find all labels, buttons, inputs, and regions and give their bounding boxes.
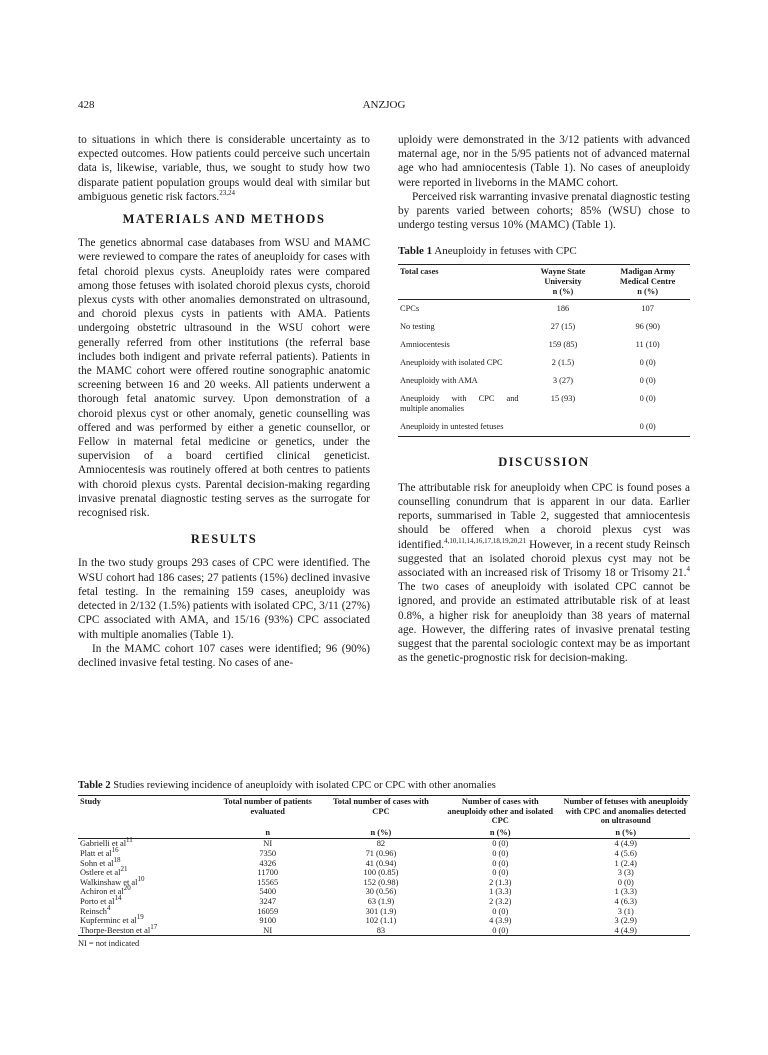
table2-cell: 0 (0) (492, 868, 509, 878)
results-paragraph-2: In the MAMC cohort 107 cases were identified; 96 (90%) declined invasive fetal testing. No cases of ane- (78, 642, 370, 669)
table2-cell: 3 (2.9) (614, 916, 637, 926)
table2-cell: 9100 (259, 916, 277, 926)
table1-row (398, 299, 690, 318)
table2-cell: 2 (3.2) (489, 896, 512, 906)
table1-cell: 0 (0) (639, 393, 656, 403)
table2-header: Total number of patients evaluated (223, 797, 312, 816)
right-column (398, 133, 690, 665)
table2-cell: 102 (1.1) (365, 916, 397, 926)
table2-cell: 0 (0) (492, 839, 509, 849)
table2-cell: 15565 (257, 877, 279, 887)
table2-cell: 1 (3.3) (489, 887, 512, 897)
table1-cell: 11 (10) (635, 339, 660, 349)
table2-cell: 3 (1) (617, 906, 634, 916)
table1-row (398, 318, 690, 336)
table2-cell: 82 (376, 839, 386, 849)
table1-cell: 107 (641, 303, 654, 313)
methods-paragraph: The genetics abnormal case databases from WSU and MAMC were reviewed to compare the rates of aneuploidy for cases with fetal choroid plexus cysts. Aneuploidy rates were compared among those fetuses with isolated choroid plexus cysts, choroid plexus cysts with other anomalies demonstrated on ultrasound, and choroid plexus cysts in patients with AMA. Patients undergoing obstetric ultrasound in the WSU cohort were generally referred from other institutions (the referral base includes both indigent and private referral patients). Patients in the MAMC cohort were offered routine sonographic anatomic screening between 16 and 20 weeks. All patients underwent a thorough fetal anatomic survey. Upon demonstration of a choroid plexus cyst or other anomaly, genetic counselling was offered and was performed by either a genetic counsellor, or Fellow in maternal fetal medicine or genetics, under the supervision of a board certified clinical geneticist. Amniocentesis was routinely offered at both centres to patients with choroid plexus cysts. Parental decision-making regarding invasive prenatal diagnostic testing serves as the surrogate for recognised risk. (78, 237, 370, 520)
table2-cell: 0 (0) (492, 906, 509, 916)
table2-study-cell: Platt et $al^{16}$ (80, 846, 119, 858)
table2-caption: Table 2 Studies reviewing incidence of aneuploidy with isolated CPC or CPC with other anomalies (78, 780, 496, 791)
table1-cell: No testing (400, 321, 435, 331)
page-number: 428 (78, 99, 95, 111)
table2-cell: 11700 (257, 868, 279, 878)
table2-study-cell: Achiron et $al^{20}$ (80, 884, 131, 897)
table1-header: Total cases (400, 266, 439, 276)
table2-row (78, 926, 690, 936)
table1-cell: Aneuploidy with CPC and multiple anomalies (400, 393, 519, 413)
table2-cell: 4 (4.9) (614, 839, 637, 849)
table2-cell: NI (263, 925, 273, 935)
table2-row (78, 907, 690, 917)
table1-cell: 3 (27) (552, 375, 574, 385)
table2-header: Study (80, 797, 101, 806)
discussion-heading: DISCUSSION (498, 454, 590, 469)
table2-cell: 1 (3.3) (614, 887, 637, 897)
results-paragraph-1: In the two study groups 293 cases of CPC were identified. The WSU cohort had 186 cases; 27 patients (15%) declined invasive fetal testing. In the remaining 159 cases, aneuploidy was detected in 2/132 (1.5%) patients with isolated CPC, 3/11 (27%) CPC associated with AMA, and 15/16 (93%) CPC associated with multiple anomalies (Table 1). (78, 557, 370, 641)
table1-cell: Aneuploidy with isolated CPC (400, 357, 503, 367)
table2-footnote: NI = not indicated (78, 939, 140, 949)
table1-cell: Aneuploidy with AMA (400, 375, 478, 385)
table1-cell: CPCs (400, 303, 420, 313)
table1-cell: 15 (93) (550, 393, 576, 403)
table1-row (398, 336, 690, 354)
table2-row (78, 839, 690, 849)
table2-cell: 0 (0) (492, 848, 509, 858)
table1-cell: 2 (1.5) (551, 357, 575, 367)
table2-study-cell: Kupferminc et $al^{19}$ (80, 913, 144, 926)
table2-row (78, 868, 690, 878)
table2-study-cell: Porto et $al^{14}$ (80, 894, 122, 906)
table2-cell: 301 (1.9) (365, 906, 397, 916)
table2-cell: 1 (2.4) (614, 858, 637, 868)
table1-cell: 96 (90) (635, 321, 660, 331)
table2-row (78, 887, 690, 897)
table2-row (78, 859, 690, 869)
table2-cell: 71 (0.96) (365, 848, 397, 858)
table1-cell: 0 (0) (639, 421, 656, 431)
table2-cell: 4 (3.9) (489, 916, 512, 926)
table1-cell: Aneuploidy in untested fetuses (400, 421, 504, 431)
table2-studies: Study Total number of patients evaluated Total number of cases with CPC Number of cases with aneuploidy other and isolated CPC Number of fetuses with aneuploidy with CPC and anomalies detected on ultrasound n n (%) n (%) n (%) Gabrielli et $al^{11}$ NI 82 0 (0) 4 (4.9) Platt et $al^{16}$ 7350 71 (0.96) 0 (0) 4 (5.6) Sohn et $al^{18}$ 4326 41 (0.94) 0 (0) 1 (2.4) Ostlere et $al^{21}$ 11700 100 (0.85) 0 (0) 3 (3) Walkinshaw et $al^{10}$ 15565 152 (0.98) 2 (1.3) 0 (0) Achiron et $al^{20}$ 5400 30 (0.56) 1 (3.3) 1 (3.3) Porto et $al^{14}$ 3247 63 (1.9) 2 (3.2) 4 (6.3) Reinsch$^4$ 16059 301 (1.9) 0 (0) 3 (1) Kupferminc et $al^{19}$ 9100 102 (1.1) 4 (3.9) 3 (2.9) Thorpe-Beeston et $al^{17}$ NI 83 0 (0) 4 (4.9) (80, 797, 688, 935)
table2-cell: 63 (1.9) (367, 896, 395, 906)
table1-cell: 0 (0) (639, 357, 656, 367)
table2-cell: 0 (0) (617, 877, 634, 887)
table2-header: Total number of cases with CPC (332, 797, 429, 816)
table2-cell: 4 (5.6) (614, 848, 637, 858)
table2-cell: 152 (0.98) (363, 877, 399, 887)
methods-heading: MATERIALS AND METHODS (122, 212, 326, 227)
table2-cell: 0 (0) (492, 925, 509, 935)
table1-cell: 27 (15) (550, 321, 576, 331)
table2-cell: 3 (3) (617, 868, 634, 878)
left-column (78, 133, 370, 670)
table2-block (78, 780, 690, 948)
table2-cell: 16059 (257, 906, 279, 916)
table2-study-cell: Walkinshaw et $al^{10}$ (80, 874, 145, 887)
table2-cell: 2 (1.3) (489, 877, 512, 887)
table1-aneuploidy (398, 264, 690, 437)
table1-header: Wayne State University n (%) (540, 266, 586, 296)
perceived-risk-paragraph: Perceived risk warranting invasive prenatal diagnostic testing by parents varied between cohorts; 85% (WSU) chose to undergo testing versus 10% (MAMC) (Table 1). (398, 190, 690, 232)
journal-running-head: ANZJOG (362, 99, 406, 111)
table1-cell (521, 418, 606, 437)
table1-cell: 186 (556, 303, 570, 313)
table2-study-cell: Thorpe-Beeston et $al^{17}$ (80, 922, 158, 935)
table1-cell: Amniocentesis (400, 339, 450, 349)
table2-row (78, 849, 690, 859)
table2-row (78, 897, 690, 907)
results-continued-paragraph: uploidy were demonstrated in the 3/12 patients with advanced maternal age, nor in the 5/95 patients not of advanced maternal age who had amniocentesis (Table 1). No cases of aneuploidy were reported in liveborns in the MAMC cohort. (398, 134, 690, 189)
table2-study-cell: Ostlere et $al^{21}$ (80, 865, 128, 878)
table2-cell: 4326 (259, 858, 277, 868)
table2-cell: 41 (0.94) (365, 858, 397, 868)
table1-row (398, 372, 690, 390)
table1-cell: 0 (0) (639, 375, 656, 385)
table2-header: Number of cases with aneuploidy other and isolated CPC (447, 797, 554, 826)
citation-ref: 23,24 (219, 189, 235, 198)
table2-cell: 5400 (259, 887, 277, 897)
table2-row (78, 916, 690, 926)
table2-cell: NI (263, 839, 273, 849)
table2-study-cell: Reinsch$^4$ (80, 903, 111, 916)
table1-cell: 159 (85) (548, 339, 578, 349)
table1-header: Madigan Army Medical Centre n (%) (619, 266, 676, 296)
intro-paragraph-end: to situations in which there is considerable uncertainty as to expected outcomes. How patients could perceive such uncertain data is, likewise, variable, thus, we sought to study how two disparate patient population groups would deal with similar but ambiguous genetic risk factors.$^{23,24}$ (78, 134, 370, 203)
table2-cell: 4 (4.9) (614, 925, 637, 935)
table1-caption: Table 1 Aneuploidy in fetuses with CPC (398, 245, 577, 258)
table1-row (398, 390, 690, 418)
table2-cell: 100 (0.85) (363, 868, 399, 878)
table2-row (78, 878, 690, 888)
table2-cell: 4 (6.3) (614, 896, 637, 906)
table2-cell: 0 (0) (492, 858, 509, 868)
table1-row (398, 354, 690, 372)
table2-cell: 30 (0.56) (365, 887, 397, 897)
table2-study-cell: Gabrielli et $al^{11}$ (80, 836, 133, 849)
table2-cell: 7350 (259, 848, 277, 858)
table1-row (398, 418, 690, 437)
results-heading: RESULTS (190, 532, 258, 547)
table2-header: Number of fetuses with aneuploidy with CPC and anomalies detected on ultrasound (563, 797, 688, 826)
table2-cell: 83 (376, 925, 386, 935)
table2-study-cell: Sohn et $al^{18}$ (80, 855, 121, 868)
table2-cell: 3247 (259, 896, 277, 906)
discussion-paragraph: The attributable risk for aneuploidy when CPC is found poses a counselling conundrum that is apparent in our data. Earlier reports, summarised in Table 2, suggested that amniocentesis should be offered when a choroid plexus cyst was identified.$^{4,10,11,14,16,17,18,19,20,21}$ However, in a recent study Reinsch suggested that an isolated choroid plexus cyst may not be associated with an increased risk of Trisomy 18 or Trisomy 21.$^4$ The two cases of aneuploidy with isolated CPC cannot be ignored, and provide an estimated attributable risk of at least 0.8%, a higher risk for aneuploidy than 38 years of maternal age. However, the differing rates of invasive prenatal testing suggest that the parental sociologic context may be as important as the genetic-prognostic risk for decision-making. (398, 481, 690, 665)
